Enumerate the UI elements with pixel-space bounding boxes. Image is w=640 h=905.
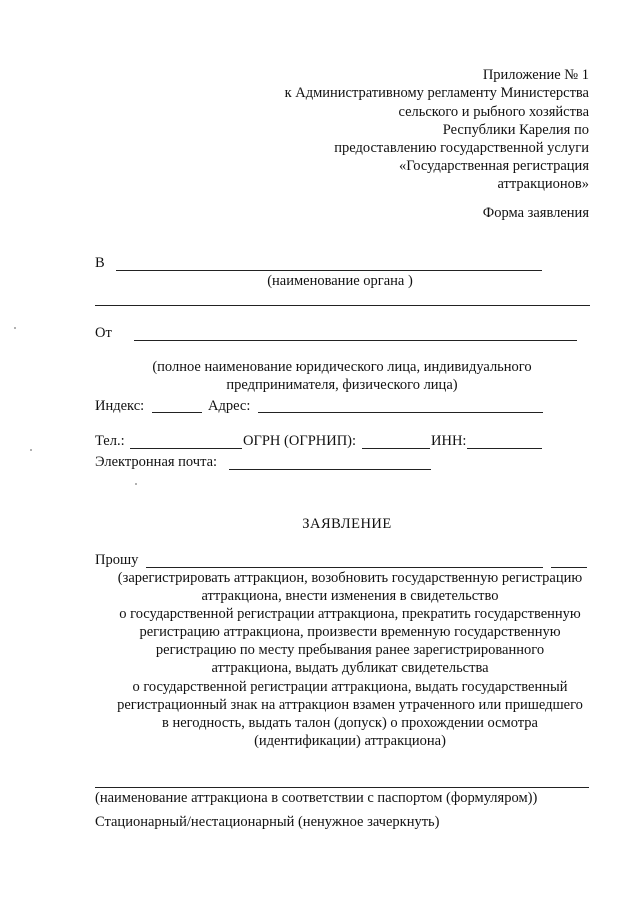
index-field[interactable] <box>152 412 202 413</box>
page-title: ЗАЯВЛЕНИЕ <box>302 516 392 532</box>
attraction-caption: (наименование аттракциона в соответствии с паспортом (формуляром)) <box>95 790 538 806</box>
request-option-line: о государственной регистрации аттракциона, выдать государственный <box>132 679 568 695</box>
scan-speck <box>135 483 137 485</box>
header-line-1: Приложение № 1 <box>482 67 589 83</box>
request-field[interactable] <box>146 567 543 568</box>
request-option-line: аттракциона, выдать дубликат свидетельства <box>211 660 489 676</box>
header-line-3: сельского и рыбного хозяйства <box>398 104 589 120</box>
inn-field[interactable] <box>467 448 542 449</box>
request-option-line: регистрацию по месту пребывания ранее зарегистрированного <box>155 642 545 658</box>
scan-speck <box>14 327 16 329</box>
form-label: Форма заявления <box>482 205 589 221</box>
header-line-4: Республики Карелия по <box>442 122 589 138</box>
phone-field[interactable] <box>130 448 242 449</box>
ogrn-field[interactable] <box>362 448 430 449</box>
header-line-5: предоставлению государственной услуги <box>334 140 589 156</box>
ogrn-label: ОГРН (ОГРНИП): <box>243 433 357 449</box>
request-option-line: аттракциона, внести изменения в свидетельство <box>201 588 499 604</box>
recipient-caption: (наименование органа ) <box>267 273 413 289</box>
request-option-line: о государственной регистрации аттракциона, прекратить государственную <box>119 606 581 622</box>
sender-caption-1: (полное наименование юридического лица, индивидуального <box>152 359 532 375</box>
request-prefix: Прошу <box>95 552 139 568</box>
request-option-line: регистрационный знак на аттракцион взамен утраченного или пришедшего <box>117 697 583 713</box>
scan-speck <box>30 449 32 451</box>
request-option-line: (идентификации) аттракциона) <box>254 733 446 749</box>
email-label: Электронная почта: <box>95 454 218 470</box>
recipient-line-2[interactable] <box>95 305 590 306</box>
to-prefix: В <box>95 255 105 271</box>
request-option-line: (зарегистрировать аттракцион, возобновить государственную регистрацию <box>117 570 583 586</box>
header-line-7: аттракционов» <box>497 176 589 192</box>
sender-caption-2: предпринимателя, физического лица) <box>226 377 458 393</box>
phone-label: Тел.: <box>95 433 125 449</box>
header-line-6: «Государственная регистрация <box>398 158 589 174</box>
attraction-name-field[interactable] <box>95 787 589 788</box>
address-field[interactable] <box>258 412 543 413</box>
header-line-2: к Административному регламенту Министерства <box>284 85 589 101</box>
request-option-line: регистрацию аттракциона, произвести временную государственную <box>139 624 561 640</box>
from-prefix: От <box>95 325 112 341</box>
index-label: Индекс: <box>95 398 145 414</box>
attraction-type-line: Стационарный/нестационарный (ненужное зачеркнуть) <box>95 814 440 830</box>
sender-line[interactable] <box>134 340 577 341</box>
address-label: Адрес: <box>208 398 251 414</box>
request-option-line: в негодность, выдать талон (допуск) о прохождении осмотра <box>162 715 538 731</box>
inn-label: ИНН: <box>431 433 467 449</box>
email-field[interactable] <box>229 469 431 470</box>
recipient-line[interactable] <box>116 270 542 271</box>
request-field-tail[interactable] <box>551 567 587 568</box>
